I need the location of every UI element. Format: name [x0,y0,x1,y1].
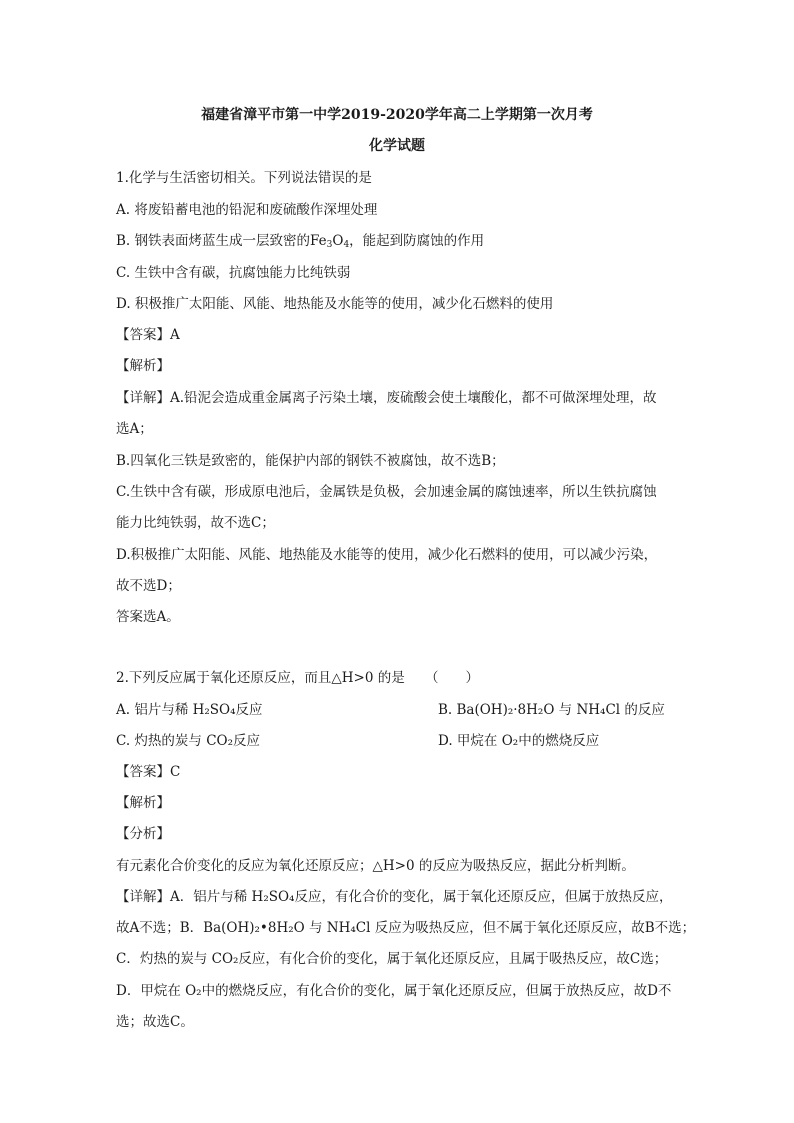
q1-detail-line-7: 故不选D； [116,578,181,594]
q1-detail-line-2: 选A； [116,421,153,437]
q1-detail-line-8: 答案选A。 [116,609,180,625]
document-subtitle: 化学试题 [369,138,425,154]
q1-option-b-post: ，能起到防腐蚀的作用 [349,233,485,249]
q2-fenxi-text: 有元素化合价变化的反应为氧化还原反应；△H>0 的反应为吸热反应，据此分析判断。 [116,858,635,874]
q2-detail-line-2: 故A不选；B．Ba(OH)₂•8H₂O 与 NH₄Cl 反应为吸热反应，但不属于氧化还原反应，故B不选； [116,920,696,936]
q1-option-a: A. 将废铅蓄电池的铅泥和废硫酸作深埋处理 [116,202,378,218]
q2-detail-line-1: 【详解】A．铝片与稀 H₂SO₄反应，有化合价的变化，属于氧化还原反应，但属于放热反应， [116,889,673,905]
q2-option-a: A. 铝片与稀 H₂SO₄反应 [116,702,263,718]
q2-detail-line-5: 选；故选C。 [116,1014,194,1030]
q2-option-d: D. 甲烷在 O₂中的燃烧反应 [438,733,600,749]
q1-option-b [116,229,484,250]
q2-fenxi-label: 【分析】 [116,826,170,842]
q1-detail-line-4: C.生铁中含有碳，形成原电池后，金属铁是负极，会加速金属的腐蚀速率，所以生铁抗腐蚀 [116,484,657,500]
q1-detail-line-6: D.积极推广太阳能、风能、地热能及水能等的使用，减少化石燃料的使用，可以减少污染， [116,547,658,563]
q1-detail-line-1: 【详解】A.铅泥会造成重金属离子污染土壤，废硫酸会使土壤酸化，都不可做深埋处理，故 [116,390,657,406]
q1-option-b-sub1: 3 [326,240,333,250]
q2-detail-line-3: C．灼热的炭与 CO₂反应，有化合价的变化，属于氧化还原反应，且属于吸热反应，故C选； [116,951,668,967]
q1-option-b-sub2: 4 [343,240,350,250]
q2-detail-line-4: D．甲烷在 O₂中的燃烧反应，有化合价的变化，属于氧化还原反应，但属于放热反应，故D不 [116,983,672,999]
q1-option-b-mid: O [332,233,344,249]
q1-analysis-label: 【解析】 [116,358,170,374]
q1-answer: 【答案】A [116,327,180,343]
document-title: 福建省漳平市第一中学2019-2020学年高二上学期第一次月考 [201,107,593,123]
q1-option-b-pre: B. 钢铁表面烤蓝生成一层致密的Fe [116,233,327,249]
q1-option-c: C. 生铁中含有碳，抗腐蚀能力比纯铁弱 [116,265,351,281]
q2-option-b: B. Ba(OH)₂·8H₂O 与 NH₄Cl 的反应 [438,702,665,718]
q2-analysis-label: 【解析】 [116,795,170,811]
q1-stem: 1.化学与生活密切相关。下列说法错误的是 [116,170,372,186]
q2-answer: 【答案】C [116,764,181,780]
q1-detail-line-5: 能力比纯铁弱，故不选C； [116,515,275,531]
q1-detail-line-3: B.四氧化三铁是致密的，能保护内部的钢铁不被腐蚀，故不选B； [116,453,505,469]
q2-option-c: C. 灼热的炭与 CO₂反应 [116,733,261,749]
q1-option-d: D. 积极推广太阳能、风能、地热能及水能等的使用，减少化石燃料的使用 [116,296,554,312]
q2-stem: 2.下列反应属于氧化还原反应，而且△H>0 的是 （ ） [116,670,479,686]
